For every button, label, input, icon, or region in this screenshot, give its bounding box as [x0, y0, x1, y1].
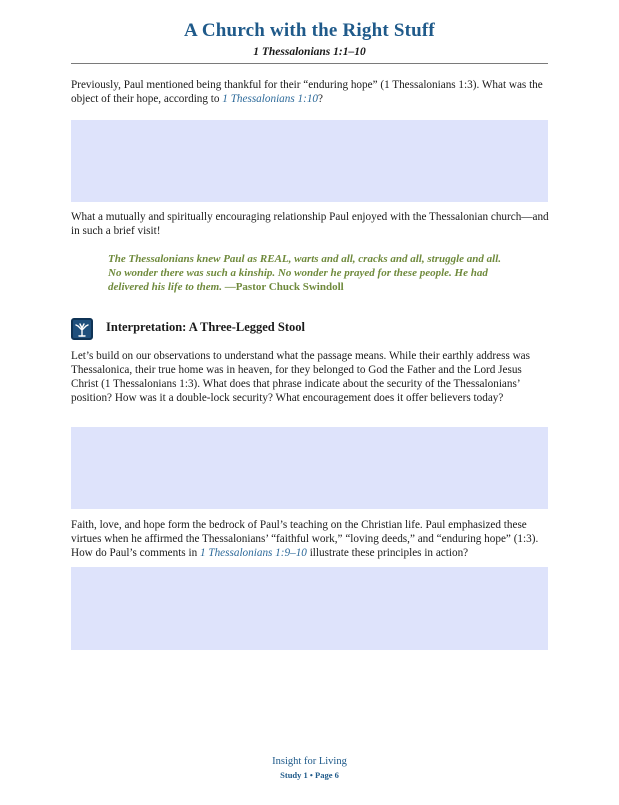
scripture-link[interactable]: 1 Thessalonians 1:10 [222, 93, 319, 105]
footer-page-number: Study 1 • Page 6 [280, 770, 339, 780]
paragraph-text: Faith, love, and hope form the bedrock of Paul’s teaching on the Christian life. Paul emphasized these virtues when he affirmed the Thessalonians’ “faithful work,” “loving deeds,” and “enduring hope” (1:3). How do Paul’s comments in [71, 519, 539, 559]
paragraph-text: Previously, Paul mentioned being thankful for their “enduring hope” (1 Thessalonians 1:3). What was the object of their hope, according to [71, 79, 543, 105]
quote-attribution: —Pastor Chuck Swindoll [224, 281, 344, 293]
tree-icon [71, 318, 93, 340]
scripture-link[interactable]: 1 Thessalonians 1:9–10 [199, 547, 307, 559]
page-subtitle: 1 Thessalonians 1:1–10 [253, 46, 366, 58]
header-divider [71, 63, 548, 64]
answer-field-1[interactable] [71, 120, 548, 202]
question-paragraph-1 [71, 78, 549, 106]
footer-publisher: Insight for Living [272, 756, 347, 767]
quote-text: The Thessalonians knew Paul as REAL, warts and all, cracks and all, struggle and all. No wonder there was such a kinship. No wonder he prayed for these people. He had delivered his life to them. [108, 253, 502, 293]
paragraph-text: ? [318, 93, 323, 105]
answer-field-2[interactable] [71, 427, 548, 509]
question-paragraph-4 [71, 518, 549, 560]
section-heading: Interpretation: A Three-Legged Stool [106, 320, 305, 334]
question-paragraph-3: Let’s build on our observations to understand what the passage means. While their earthly address was Thessalonica, their true home was in heaven, for they belonged to God the Father and the Lord Jesus Christ (1 Thessalonians 1:3). What does that phrase indicate about the security of the Thessalonians’ position? How was it a double-lock security? What encouragement does it offer believers today? [71, 350, 530, 404]
body-paragraph-2: What a mutually and spiritually encouraging relationship Paul enjoyed with the Thessalonian church—and in such a brief visit! [71, 211, 549, 237]
pull-quote [108, 252, 508, 294]
page-title: A Church with the Right Stuff [184, 20, 435, 41]
answer-field-3[interactable] [71, 567, 548, 650]
paragraph-text: illustrate these principles in action? [306, 547, 469, 559]
